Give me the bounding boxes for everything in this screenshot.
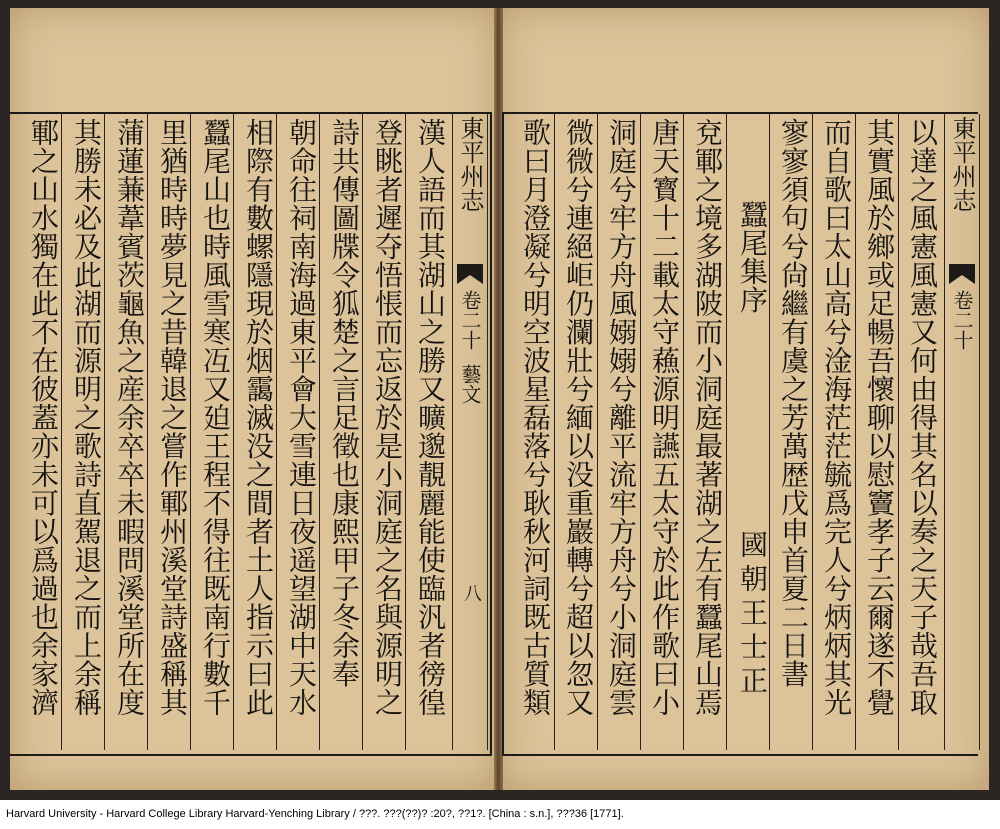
left-banxin	[452, 114, 488, 750]
left-column-8: 蒲蓮蒹葦賓茨龜魚之産余卒卒未暇問溪堂所在度	[113, 118, 146, 717]
banxin-title: 東平州志	[948, 116, 976, 212]
right-column-4: 寥寥須句兮尙繼有虞之芳萬歴戊申首夏二日書	[777, 118, 810, 688]
left-column-7: 里猶時時夢見之昔韓退之嘗作鄆州溪堂詩盛稱其	[156, 118, 189, 717]
section-heading: 蠶尾集序	[736, 200, 769, 314]
left-column-4: 朝命往祠南海過東平會大雪連日夜遥望湖中天水	[285, 118, 318, 717]
banxin-folio: 八	[461, 584, 482, 602]
right-column-3: 而自歌曰太山高兮淦海茫茫毓爲完人兮炳炳其光	[820, 118, 853, 717]
right-column-2: 其實風於鄉或足暢吾懷聊以慰竇孝子云爾遂不覺	[863, 118, 896, 717]
left-column-6: 蠶尾山也時風雪寒冱又廹王程不得往既南行數千	[199, 118, 232, 717]
right-column-9: 洞庭兮牢方舟風嫋嫋兮離平流牢方舟兮小洞庭雲	[605, 118, 638, 717]
left-column-2: 登眺者遲夺悟悵而忘返於是小洞庭之名與源明之	[371, 118, 404, 717]
right-column-1: 以達之風憲風憲又何由得其名以奏之天子哉吾取	[906, 118, 939, 717]
right-column-10: 微微兮連絕岠仍瀾壯兮緬以没重巖轉兮超以忽又	[562, 118, 595, 717]
fish-tail-mark	[949, 264, 975, 284]
left-column-3: 詩共傳圖牒令狐楚之言足徵也康熙甲子冬余奉	[328, 118, 361, 688]
fish-tail-mark	[457, 264, 483, 284]
right-banxin	[944, 114, 980, 750]
left-column-5: 相際有數螺隱現於烟靄滅没之間者土人指示曰此	[242, 118, 275, 717]
right-column-8: 唐天寳十二載太守蘓源明讌五太守於此作歌曰小	[648, 118, 681, 717]
right-column-11: 歌曰月澄凝兮明空波星磊落兮耿秋河詞既古質類	[519, 118, 552, 717]
left-column-1: 漢人語而其湖山之勝又曠邈靚麗能使臨汎者徬徨	[414, 118, 447, 717]
left-column-10: 鄆之山水獨在此不在彼蓋亦未可以爲過也余家濟	[27, 118, 60, 717]
banxin-section: 藝文	[458, 364, 482, 404]
banxin-title: 東平州志	[456, 116, 484, 212]
left-column-9: 其勝未必及此湖而源明之歌詩直駕退之而上余稱	[70, 118, 103, 717]
banxin-juan: 卷二十	[950, 290, 974, 350]
right-column-7: 兗鄆之境多湖陂而小洞庭最著湖之左有蠶尾山焉	[691, 118, 724, 717]
library-caption: Harvard University - Harvard College Library Harvard-Yenching Library / ???. ???(??)? :20?, ??1?. [China : s.n.], ???36 [1771].	[6, 808, 624, 820]
banxin-juan: 卷二十	[458, 290, 482, 350]
author-attribution: 國朝王士正	[736, 530, 769, 700]
